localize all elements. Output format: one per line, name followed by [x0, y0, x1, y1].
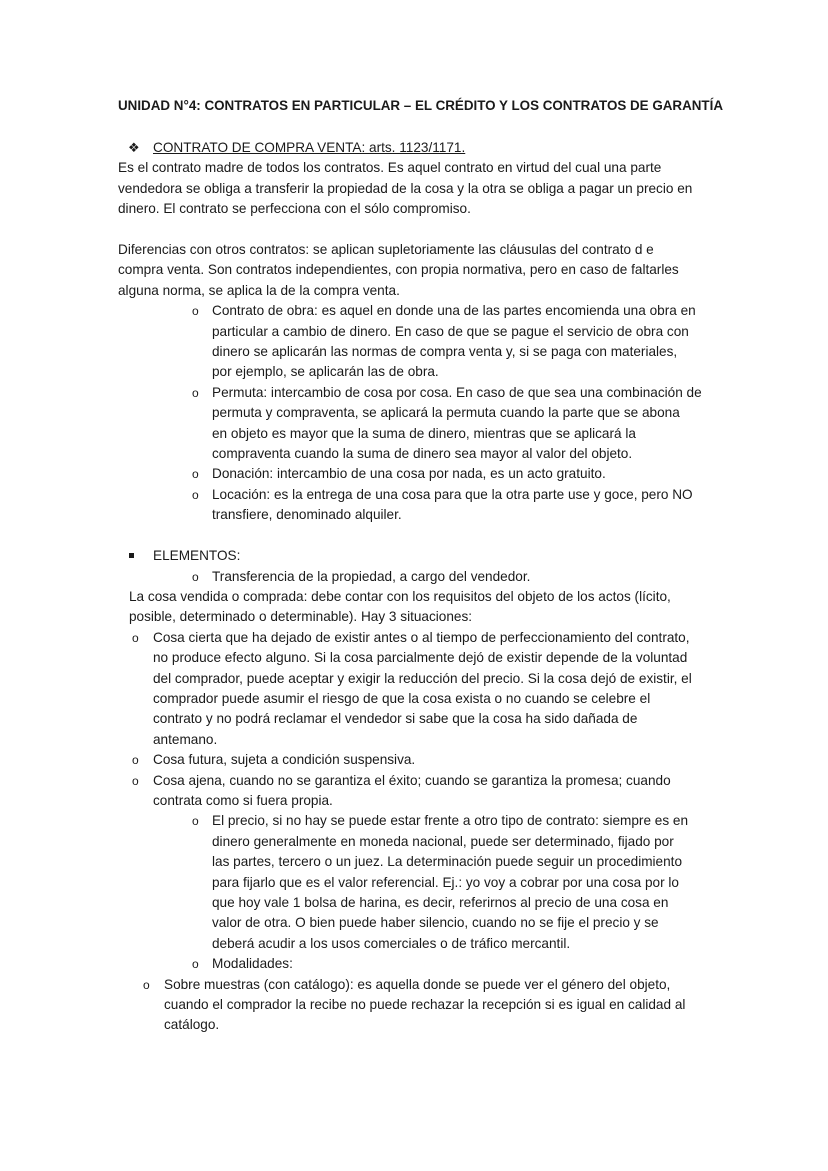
list-item-line: por ejemplo, se aplicarán las de obra.: [212, 364, 439, 380]
list-item-line: compraventa cuando la suma de dinero sea mayor al valor del objeto.: [212, 446, 633, 462]
list-item-line: Locación: es la entrega de una cosa para que la otra parte use y goce, pero NO: [212, 486, 693, 502]
circle-bullet-icon: o: [192, 385, 199, 400]
square-bullet-icon: [129, 553, 134, 558]
list-item-line: Transferencia de la propiedad, a cargo del vendedor.: [212, 568, 531, 584]
list-item-line: que hoy vale 1 bolsa de harina, es decir, referirnos al precio de una cosa en: [212, 895, 669, 910]
differences-paragraph: [118, 240, 718, 301]
elements-heading: [118, 546, 718, 566]
list-item-line: para fijarlo que es el valor referencial. Ej.: yo voy a cobrar por una cosa por lo: [212, 874, 679, 890]
section-heading-text: CONTRATO DE COMPRA VENTA: arts. 1123/1171.: [153, 140, 466, 155]
list-item-line: cuando el comprador la recibe no puede rechazar la recepción si es igual en calidad al: [164, 997, 686, 1013]
list-item-line: en objeto es mayor que la suma de dinero, mientras que se aplicará la: [212, 425, 636, 441]
list-item-locacion: [118, 485, 718, 526]
list-item-line: Cosa ajena, cuando no se garantiza el éxito; cuando se garantiza la promesa; cuando: [153, 772, 671, 788]
list-item-line: Contrato de obra: es aquel en donde una de las partes encomienda una obra en: [212, 303, 696, 319]
list-item-line: valor de otra. O bien puede haber silencio, cuando no se fije el precio y se: [212, 915, 659, 931]
spacer: [118, 526, 718, 546]
spacer: [118, 220, 718, 240]
paragraph-line: Es el contrato madre de todos los contratos. Es aquel contrato en virtud del cual una parte: [118, 160, 662, 176]
list-item-line: Cosa cierta que ha dejado de existir antes o al tiempo de perfeccionamiento del contrato,: [153, 629, 690, 645]
list-item-line: contrato y no podrá reclamar el vendedor si sabe que la cosa ha sido dañada de: [153, 711, 638, 727]
list-item-line: El precio, si no hay se puede estar frente a otro tipo de contrato: siempre es en: [212, 813, 689, 829]
situations-list: [118, 628, 718, 812]
list-item-contrato-de-obra: [118, 301, 718, 383]
list-item-line: no produce efecto alguno. Si la cosa parcialmente dejó de existir depende de la voluntad: [153, 650, 688, 666]
paragraph-line: compra venta. Son contratos independientes, con propia normativa, pero en caso de faltarles: [118, 262, 679, 278]
list-item-line: contrata como si fuera propia.: [153, 792, 333, 808]
list-item-line: Cosa futura, sujeta a condición suspensiva.: [153, 752, 416, 768]
circle-bullet-icon: o: [192, 814, 199, 829]
circle-bullet-icon: o: [132, 773, 139, 788]
list-item-line: Sobre muestras (con catálogo): es aquella donde se puede ver el género del objeto,: [164, 976, 671, 992]
list-item-line: del comprador, puede aceptar y exigir la reducción del precio. Si la cosa dejó de existir, el: [153, 670, 692, 686]
list-item-modalities: [118, 954, 718, 974]
paragraph-line: Diferencias con otros contratos: se aplican supletoriamente las cláusulas del contrato d e: [118, 242, 654, 258]
list-item-line: comprador puede asumir el riesgo de que la cosa exista o no cuando se celebre el: [153, 690, 651, 706]
circle-bullet-icon: o: [192, 957, 199, 972]
circle-bullet-icon: o: [192, 304, 199, 319]
list-item-line: las partes, tercero o un juez. La determinación puede seguir un procedimiento: [212, 854, 683, 870]
list-item-price: [118, 811, 718, 954]
list-item-permuta: [118, 383, 718, 465]
circle-bullet-icon: o: [192, 487, 199, 502]
list-item-line: dinero se aplicarán las normas de compra venta y, si se paga con materiales,: [212, 344, 678, 360]
document-body: [118, 138, 718, 1036]
list-item-line: dinero generalmente en moneda nacional, puede ser determinado, fijado por: [212, 833, 674, 849]
paragraph-line: vendedora se obliga a transferir la propiedad de la cosa y la otra se obliga a pagar un precio en: [118, 180, 693, 196]
list-item-line: Modalidades:: [212, 956, 293, 972]
paragraph-line: La cosa vendida o comprada: debe contar con los requisitos del objeto de los actos (lícito,: [129, 588, 671, 604]
paragraph-line: posible, determinado o determinable). Hay 3 situaciones:: [129, 609, 473, 625]
paragraph-line: dinero. El contrato se perfecciona con el sólo compromiso.: [118, 201, 471, 217]
list-item-samples: [118, 975, 718, 1036]
diamond-bullet-icon: ❖: [128, 140, 140, 155]
intro-paragraph: [118, 158, 718, 219]
list-item-line: Permuta: intercambio de cosa por cosa. En caso de que sea una combinación de: [212, 384, 702, 400]
list-item-cosa-futura: [118, 750, 718, 770]
circle-bullet-icon: o: [192, 569, 199, 584]
elements-heading-text: ELEMENTOS:: [153, 548, 241, 564]
list-item-line: antemano.: [153, 731, 218, 747]
list-item-line: Donación: intercambio de una cosa por nada, es un acto gratuito.: [212, 466, 606, 482]
list-item-line: deberá acudir a los usos comerciales o de tráfico mercantil.: [212, 935, 571, 951]
circle-bullet-icon: o: [132, 630, 139, 645]
list-item-line: transfiere, denominado alquiler.: [212, 507, 402, 523]
page-title: UNIDAD N°4: CONTRATOS EN PARTICULAR – EL CRÉDITO Y LOS CONTRATOS DE GARANTÍA: [118, 98, 723, 113]
list-item-cosa-cierta: [118, 628, 718, 750]
list-item-line: particular a cambio de dinero. En caso de que se pague el servicio de obra con: [212, 323, 689, 339]
list-item-transfer: [118, 567, 718, 587]
list-item-line: catálogo.: [164, 1017, 220, 1033]
circle-bullet-icon: o: [143, 977, 150, 992]
list-item-donacion: [118, 464, 718, 484]
list-item-cosa-ajena: [118, 771, 718, 812]
circle-bullet-icon: o: [192, 467, 199, 482]
list-item-line: permuta y compraventa, se aplicará la permuta cuando la parte que se abona: [212, 405, 680, 421]
other-contracts-list: [118, 301, 718, 525]
circle-bullet-icon: o: [132, 753, 139, 768]
thing-intro-paragraph: [118, 587, 718, 628]
section-heading: [118, 138, 718, 158]
paragraph-line: alguna norma, se aplica la de la compra venta.: [118, 282, 400, 298]
